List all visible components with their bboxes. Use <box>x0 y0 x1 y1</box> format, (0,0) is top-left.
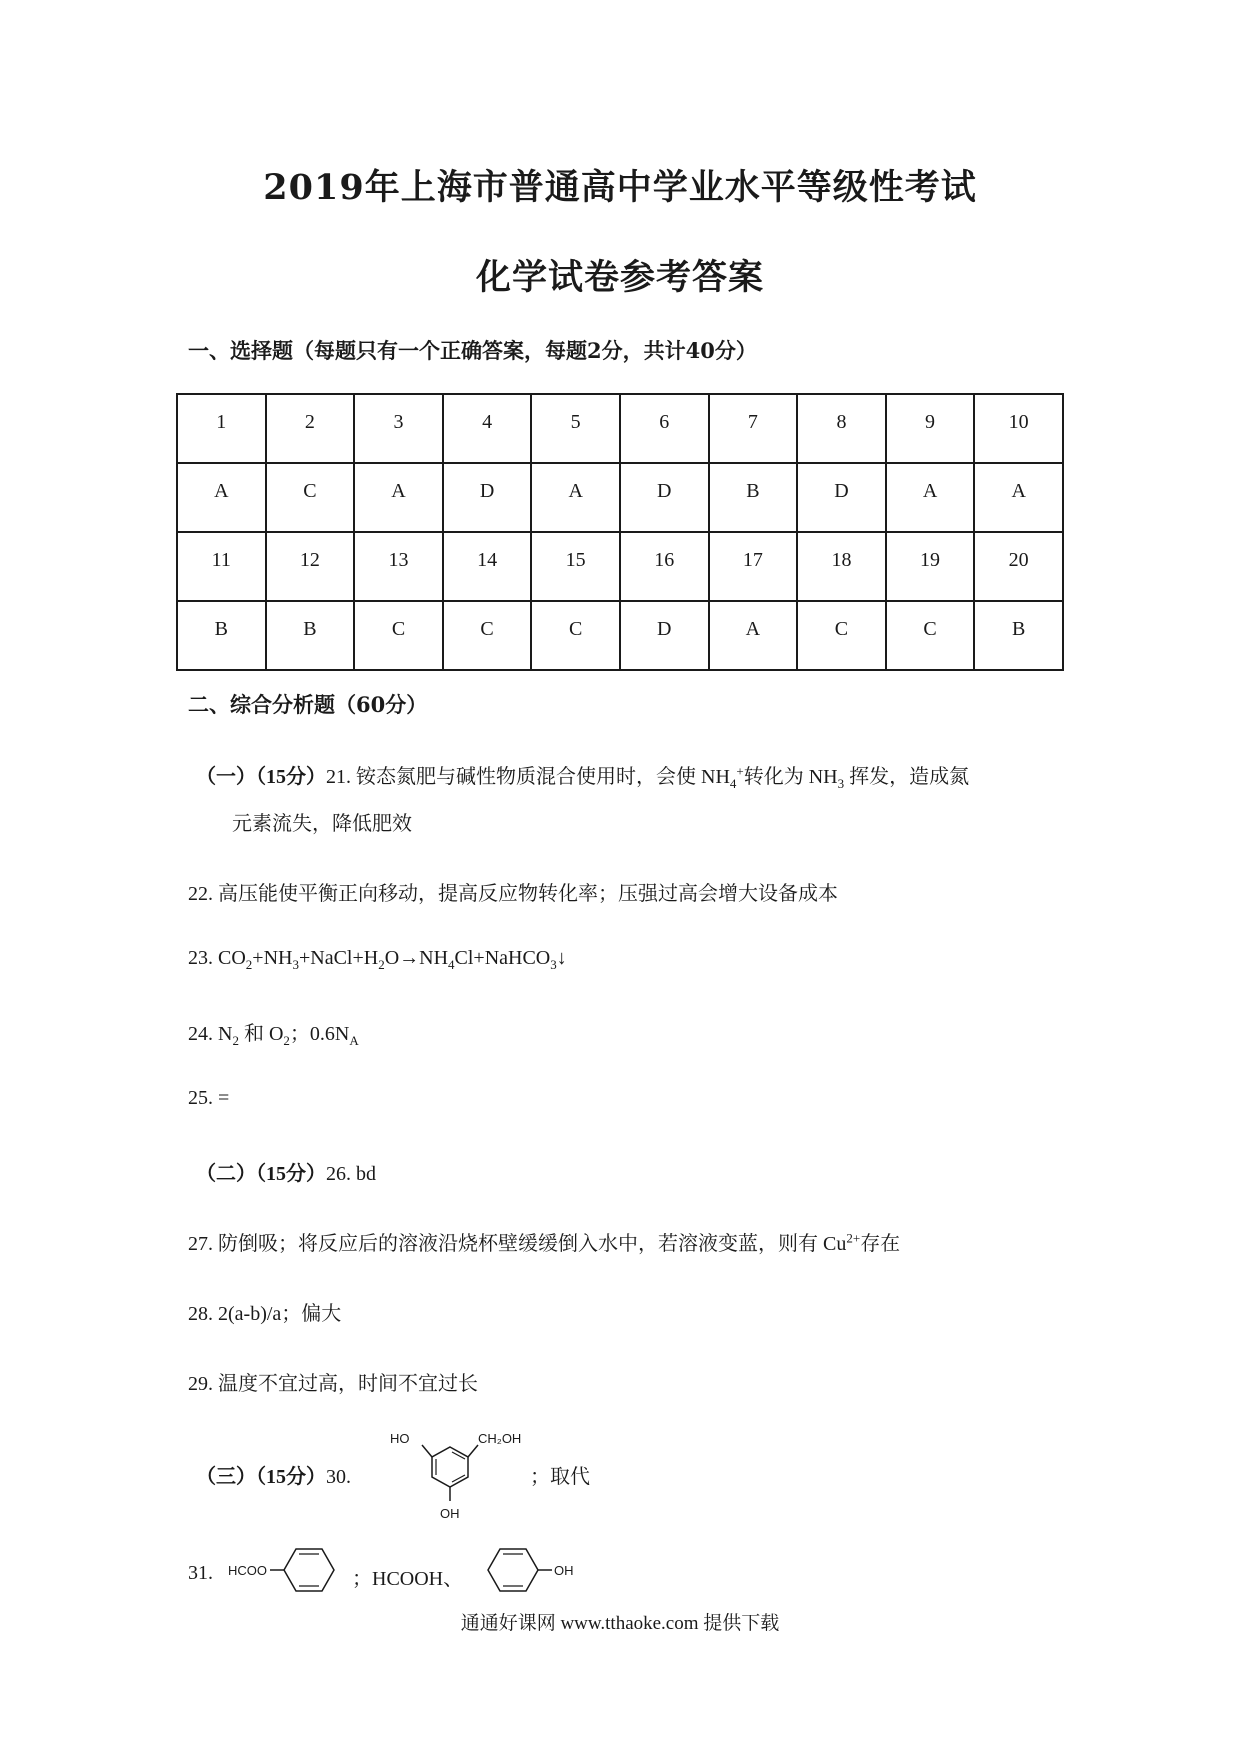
answer-table-cell-text: 14 <box>477 549 498 571</box>
answer-table-cell <box>354 394 443 463</box>
answer-table-cell-text: D <box>657 618 672 640</box>
q30-oh-label: OH <box>440 1506 460 1521</box>
answer-table-cell-text: B <box>214 618 228 640</box>
answer-table-cell-text: C <box>923 618 937 640</box>
answer-table-row <box>177 601 1063 670</box>
answer-table-cell <box>177 463 266 532</box>
answer-table-cell-text: 13 <box>388 549 409 571</box>
answer-table-cell <box>974 463 1063 532</box>
answer-table-cell <box>886 394 975 463</box>
q24-part: ；0.6N <box>289 1023 350 1045</box>
answer-table-cell <box>974 394 1063 463</box>
question-21-line1 <box>196 760 969 789</box>
answer-table-cell-text: B <box>1012 618 1026 640</box>
answer-table-cell-text: A <box>568 480 583 502</box>
answer-table-cell-text: 19 <box>920 549 941 571</box>
q26-answer: 26. bd <box>326 1163 376 1185</box>
page-subtitle: 化学试卷参考答案 <box>475 257 764 298</box>
answer-table-cell-text: 5 <box>570 411 581 433</box>
q24-sub: 2 <box>283 1033 290 1048</box>
question-29: 29. 温度不宜过高，时间不宜过长 <box>188 1373 478 1395</box>
answer-table-cell <box>266 532 355 601</box>
q24-part: 24. N <box>188 1023 233 1045</box>
answer-table-cell <box>531 394 620 463</box>
answer-table-cell-text: 18 <box>831 549 852 571</box>
answer-table-cell <box>797 394 886 463</box>
answer-table-cell <box>620 394 709 463</box>
answer-table-cell-text: A <box>922 480 938 502</box>
section2-heading: 二、综合分析题（60分） <box>188 692 428 717</box>
answer-table-cell-text: 16 <box>654 549 675 571</box>
q21-text-a: 铵态氮肥与碱性物质混合使用时，会使 NH <box>356 766 730 788</box>
question-30 <box>196 1460 351 1489</box>
q21-text-b: 转化为 NH <box>743 766 838 788</box>
answer-table-cell <box>797 532 886 601</box>
answer-table-cell <box>354 601 443 670</box>
question-31 <box>188 1562 213 1585</box>
answer-table-cell <box>709 463 798 532</box>
part1-label: （一）（15分） <box>196 766 326 788</box>
answer-table-cell-text: C <box>834 618 849 640</box>
answer-table-cell <box>620 532 709 601</box>
q31-number: 31. <box>188 1562 213 1584</box>
q27-sup: 2+ <box>846 1230 861 1246</box>
answer-table-cell-text: C <box>480 618 494 640</box>
q31-hcoo-label: HCOO <box>228 1563 267 1578</box>
answer-table-cell-text: 4 <box>482 411 493 433</box>
answer-table-cell-text: 9 <box>925 411 936 433</box>
answer-table-cell-text: A <box>745 618 761 640</box>
question-27 <box>188 1227 900 1256</box>
answer-table-cell <box>709 532 798 601</box>
question-23 <box>188 947 567 970</box>
answer-table-cell <box>354 463 443 532</box>
answer-table-cell-text: C <box>303 480 317 502</box>
answer-table-row <box>177 394 1063 463</box>
q21-sup-a: + <box>736 763 744 779</box>
answer-table-cell <box>620 463 709 532</box>
answer-table-cell <box>177 394 266 463</box>
answer-table-cell-text: 1 <box>216 411 227 433</box>
answer-table-cell <box>443 532 532 601</box>
answer-table-cell <box>709 394 798 463</box>
answer-table-cell-text: B <box>746 480 760 502</box>
answer-table-cell-text: 6 <box>659 411 670 433</box>
question-24 <box>188 1017 359 1046</box>
answer-table-cell <box>266 463 355 532</box>
answer-table-cell <box>177 601 266 670</box>
q24-sub: A <box>349 1033 359 1048</box>
q30-ho-label: HO <box>390 1431 410 1446</box>
q31-structure-1 <box>226 1530 356 1610</box>
q23-sub: 4 <box>448 957 455 972</box>
answer-table-cell <box>177 532 266 601</box>
question-22: 22. 高压能使平衡正向移动，提高反应物转化率；压强过高会增大设备成本 <box>188 883 838 905</box>
answer-table-cell-text: C <box>391 618 406 640</box>
answer-table-cell-text: A <box>391 480 406 502</box>
answer-table-cell <box>886 463 975 532</box>
question-26 <box>196 1157 376 1186</box>
q23-sub: 3 <box>292 957 299 972</box>
q21-text-c: 挥发，造成氮 <box>844 766 970 788</box>
footer-source: 通通好课网 www.tthaoke.com 提供下载 <box>460 1613 780 1634</box>
answer-table-cell <box>974 601 1063 670</box>
answer-table-cell <box>797 463 886 532</box>
q23-part: Cl+NaHCO <box>454 947 551 969</box>
answer-table-cell <box>620 601 709 670</box>
q24-sub: 2 <box>232 1033 239 1048</box>
answer-table-cell-text: 2 <box>304 411 315 433</box>
answer-table-cell <box>709 601 798 670</box>
q23-part: +NaCl+H <box>298 947 379 969</box>
q30-ch2oh-label: CH₂OH <box>478 1431 522 1446</box>
question-25: 25. = <box>188 1087 230 1109</box>
answer-table-row <box>177 463 1063 532</box>
q21-sub-a: 4 <box>729 776 737 791</box>
answer-table-cell-text: A <box>214 480 229 502</box>
answer-table-cell-text: 7 <box>747 411 758 433</box>
multiple-choice-answer-table <box>176 393 1064 671</box>
q31-middle <box>352 1562 463 1591</box>
answer-table-cell <box>886 532 975 601</box>
answer-table-cell <box>443 394 532 463</box>
q23-part: O→NH <box>384 947 449 969</box>
q23-part: +NH <box>252 947 293 969</box>
answer-table-cell-text: D <box>479 480 495 502</box>
q31-oh-label: OH <box>554 1563 574 1578</box>
page-title: 2019年上海市普通高中学业水平等级性考试 <box>263 167 977 208</box>
q30-structure-diagram <box>380 1425 550 1525</box>
q23-part: 23. CO <box>188 947 246 969</box>
q21-sub-b: 3 <box>837 776 845 791</box>
question-28: 28. 2(a-b)/a；偏大 <box>188 1303 342 1325</box>
q21-number: 21. <box>326 766 351 788</box>
answer-table-cell-text: 8 <box>836 411 847 433</box>
answer-table-cell <box>354 532 443 601</box>
answer-table-cell <box>974 532 1063 601</box>
answer-table-cell-text: 11 <box>211 549 231 571</box>
answer-table-row <box>177 532 1063 601</box>
answer-table-cell-text: 10 <box>1008 411 1029 433</box>
q23-sub: 2 <box>378 957 385 972</box>
answer-table-cell <box>531 463 620 532</box>
q31-hcooh-text: ；HCOOH、 <box>352 1568 464 1590</box>
answer-table-cell-text: D <box>657 480 672 502</box>
answer-table-cell-text: 12 <box>299 549 320 571</box>
q31-structure-2 <box>486 1530 606 1610</box>
answer-table-cell-text: C <box>569 618 583 640</box>
answer-table-cell <box>266 394 355 463</box>
answer-table-cell-text: B <box>303 618 317 640</box>
answer-table-cell <box>266 601 355 670</box>
answer-table-cell <box>531 601 620 670</box>
answer-table-cell <box>797 601 886 670</box>
answer-table-cell-text: A <box>1011 480 1026 502</box>
answer-table-cell-text: 15 <box>565 549 586 571</box>
answer-table-cell-text: 20 <box>1008 549 1029 571</box>
answer-table-cell-text: D <box>834 480 849 502</box>
q23-sub: 2 <box>245 957 253 972</box>
q23-sub: 3 <box>550 957 557 972</box>
q24-part: 和 O <box>238 1023 284 1045</box>
q27-text: 27. 防倒吸；将反应后的溶液沿烧杯壁缓缓倒入水中，若溶液变蓝，则有 Cu <box>188 1233 847 1255</box>
answer-table-cell-text: 17 <box>742 549 763 571</box>
q23-part: ↓ <box>556 947 567 969</box>
q30-number: 30. <box>326 1466 351 1488</box>
question-21-line2: 元素流失，降低肥效 <box>232 813 412 835</box>
q27-end: 存在 <box>860 1233 901 1255</box>
answer-table-cell <box>886 601 975 670</box>
answer-table-cell <box>443 601 532 670</box>
answer-table-cell-text: 3 <box>393 411 404 433</box>
answer-table-cell <box>443 463 532 532</box>
q30-reaction-type: ；取代 <box>530 1466 590 1488</box>
section1-heading: 一、选择题（每题只有一个正确答案，每题2分，共计40分） <box>188 338 757 363</box>
part3-label: （三）（15分） <box>196 1466 326 1488</box>
answer-table-cell <box>531 532 620 601</box>
part2-label: （二）（15分） <box>196 1163 326 1185</box>
